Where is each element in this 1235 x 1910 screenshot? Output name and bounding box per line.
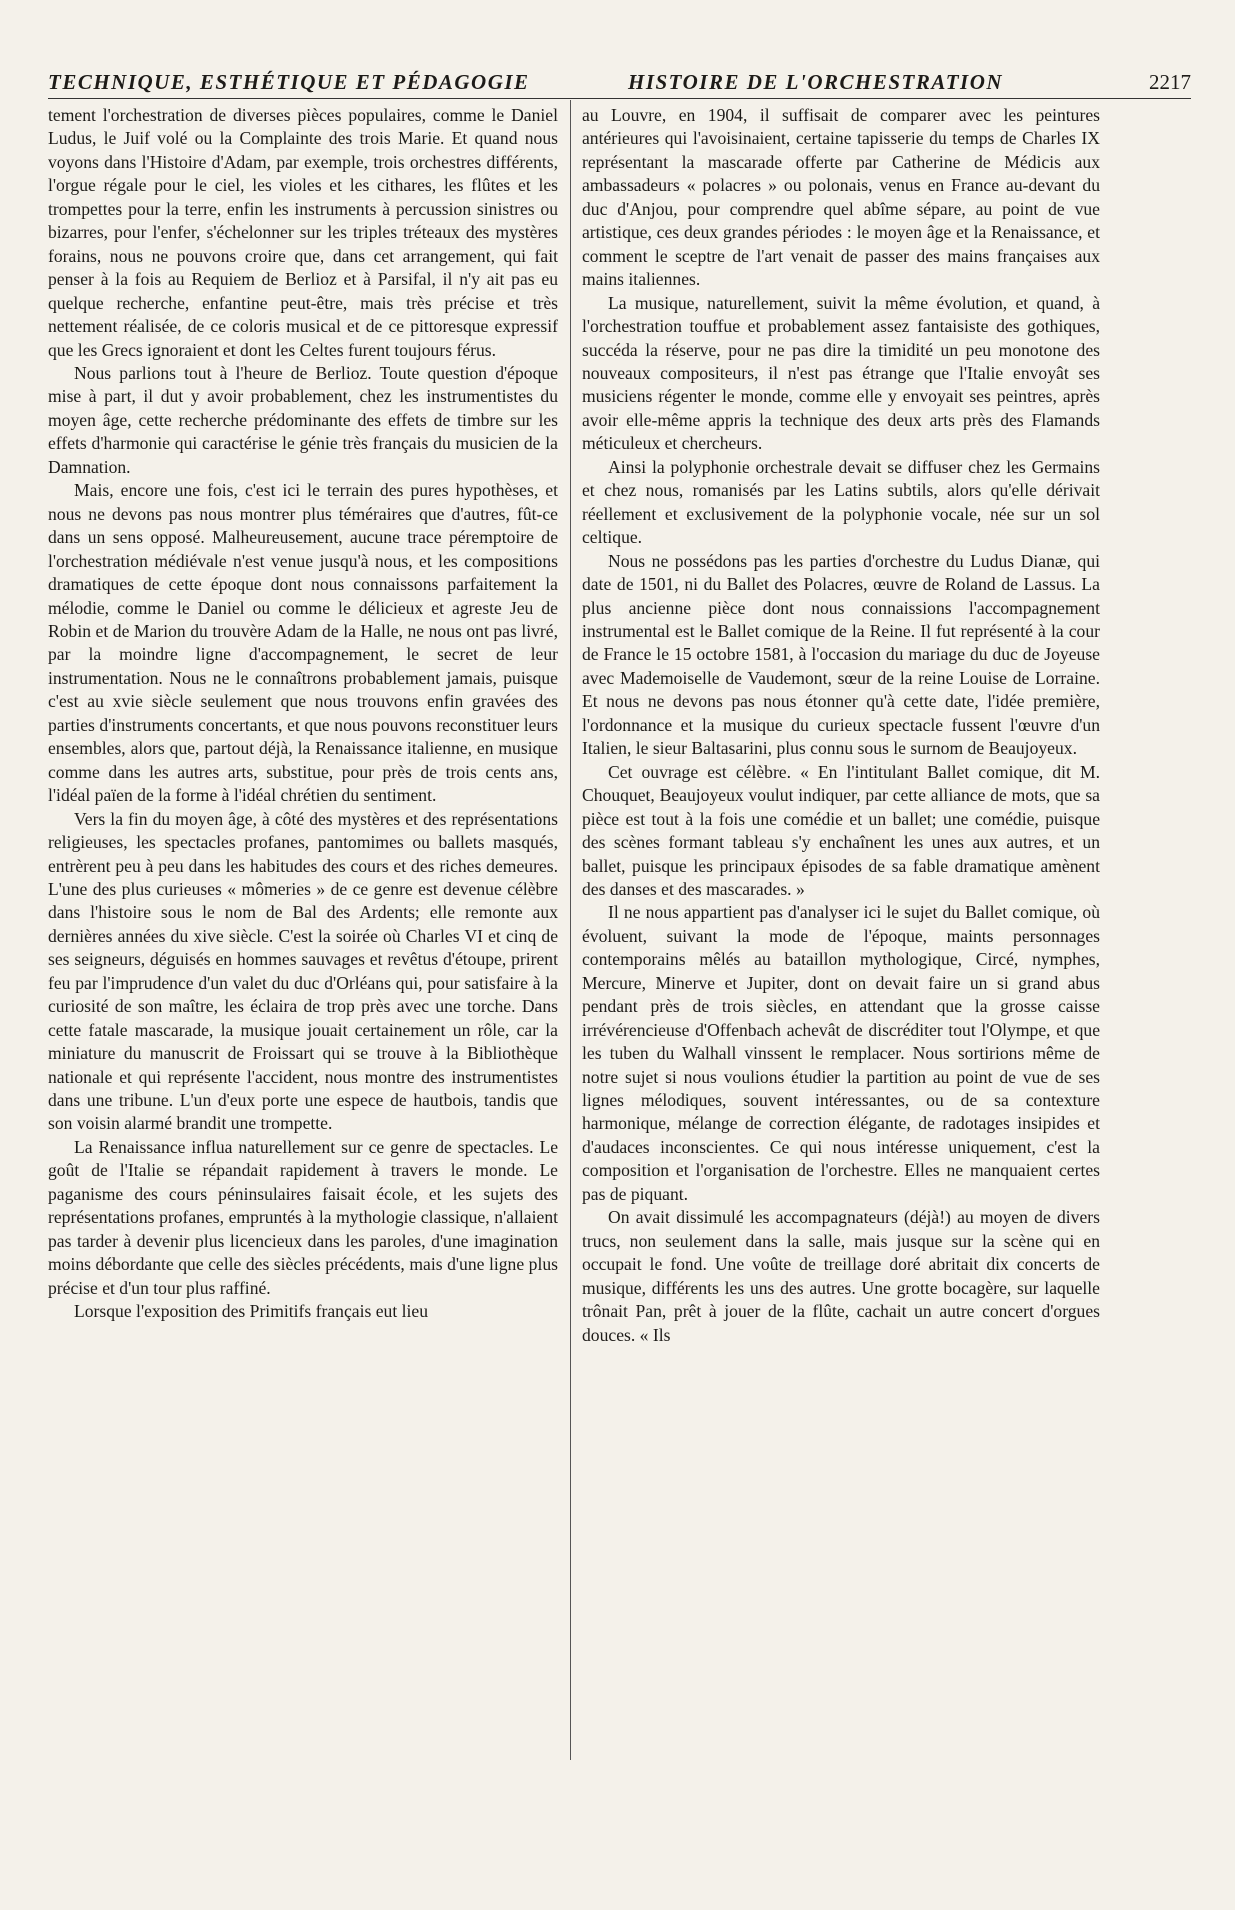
header-left-title: TECHNIQUE, ESTHÉTIQUE ET PÉDAGOGIE	[48, 70, 530, 94]
paragraph: Lorsque l'exposition des Primitifs français eut lieu	[74, 1301, 428, 1322]
paragraph: Cet ouvrage est célèbre. « En l'intitulant Ballet comique, dit M. Chouquet, Beaujoyeux voulut indiquer, par cette alliance de mots, que sa pièce est tout à la fois une comédie et un ballet; une comédie, puisque des scènes formant tableau s'y enchaînent les unes aux autres, et un ballet, puisque les principaux épisodes de sa fable dramatique amènent des danses et des mascarades. »	[582, 761, 1100, 899]
paragraph: au Louvre, en 1904, il suffisait de comparer avec les peintures antérieures qui l'avoisinaient, certaine tapisserie du temps de Charles IX représentant la mascarade offerte par Catherine de Médicis aux ambassadeurs « polacres » ou polonais, venus en France au-devant du duc d'Anjou, pour comprendre quel abîme sépare, au point de vue artistique, ces deux grandes périodes : le moyen âge et la Renaissance, et comment le sceptre de l'art venait de passer des mains françaises aux mains italiennes.	[582, 105, 1100, 290]
paragraph: La musique, naturellement, suivit la même évolution, et quand, à l'orchestration touffue et probablement assez fantaisiste des gothiques, succéda la réserve, pour ne pas dire la timidité un peu monotone des nouveaux compositeurs, il n'est pas étrange que l'Italie envoyât ses musiciens régenter le monde, comme elle y envoyait ses peintres, après avoir elle-même appris la technique des deux arts près des Flamands méticuleux et chercheurs.	[582, 292, 1100, 454]
header-rule	[48, 98, 1191, 99]
paragraph: Ainsi la polyphonie orchestrale devait se diffuser chez les Germains et chez nous, romanisés par les Latins subtils, alors qu'elle dérivait réellement et exclusivement de la polyphonie vocale, née sur un sol celtique.	[582, 456, 1100, 548]
paragraph: Vers la fin du moyen âge, à côté des mystères et des représentations religieuses, les spectacles profanes, pantomimes ou ballets masqués, entrèrent peu à peu dans les habitudes des cours et des riches demeures. L'une des plus curieuses « mômeries » de ce genre est devenue célèbre dans l'histoire sous le nom de Bal des Ardents; elle remonte aux dernières années du xive siècle. C'est la soirée où Charles VI et cinq de ses seigneurs, déguisés en hommes sauvages et revêtus d'étoupe, prirent feu par l'imprudence d'un valet du duc d'Orléans qui, pour satisfaire à la curiosité de son maître, les éclaira de trop près avec une torche. Dans cette fatale mascarade, la musique jouait certainement un rôle, car la miniature du manuscrit de Froissart qui se trouve à la Bibliothèque nationale et qui représente l'accident, nous montre des instrumentistes dans une tribune. L'un d'eux porte une espece de hautbois, tandis que son voisin alarmé brandit une trompette.	[48, 808, 558, 1134]
page-number: 2217	[1149, 70, 1191, 94]
paragraph: Il ne nous appartient pas d'analyser ici le sujet du Ballet comique, où évoluent, suivant la mode de l'époque, maints personnages contemporains mêlés au bataillon mythologique, Circé, nymphes, Mercure, Minerve et Jupiter, dont on devait faire un si grand abus pendant près de trois siècles, en attendant que la grosse caisse irrévérencieuse d'Offenbach achevât de discréditer tout l'Olympe, et que les tuben du Walhall vinssent le remplacer. Nous sortirions même de notre sujet si nous voulions étudier la partition au point de vue de ses lignes mélodiques, souvent intéressantes, ou de sa contexture harmonique, mélange de correction élégante, de radotages insipides et d'audaces inconscientes. Ce qui nous intéresse uniquement, c'est la composition et l'organisation de l'orchestre. Elles ne manquaient certes pas de piquant.	[582, 902, 1100, 1204]
column-divider	[570, 100, 571, 1760]
paragraph: Mais, encore une fois, c'est ici le terrain des pures hypothèses, et nous ne devons pas nous montrer plus téméraires que d'autres, fût-ce dans un sens opposé. Malheureusement, aucune trace péremptoire de l'orchestration médiévale n'est venue jusqu'à nous, et les compositions dramatiques de cette époque dont nous connaissons parfaitement la mélodie, comme le Daniel ou comme le délicieux et agreste Jeu de Robin et de Marion du trouvère Adam de la Halle, ne nous ont pas livré, par la moindre ligne d'accompagnement, le secret de leur instrumentation. Nous ne le connaîtrons probablement jamais, puisque c'est au xvie siècle seulement que nous trouvons enfin gravées des parties d'instruments concertants, et que nous pouvons reconstituer leurs ensembles, alors que, partout déjà, la Renaissance italienne, en musique comme dans les autres arts, substitue, pour près de trois cents ans, l'idéal païen de la forme à l'idéal chrétien du sentiment.	[48, 480, 558, 806]
paragraph: Nous parlions tout à l'heure de Berlioz. Toute question d'époque mise à part, il dut y avoir probablement, chez les instrumentistes du moyen âge, cette recherche prédominante des effets de timbre sur les effets d'harmonie qui caractérise le génie très français du musicien de la Damnation.	[48, 362, 558, 477]
paragraph: La Renaissance influa naturellement sur ce genre de spectacles. Le goût de l'Italie se répandait rapidement à travers le monde. Le paganisme des cours péninsulaires faisait école, et les sujets des représentations profanes, empruntés à la mythologie classique, n'allaient pas tarder à devenir plus licencieux dans les paroles, d'une imagination moins débordante que celle des siècles précédents, mais d'une ligne plus précise et d'un tour plus raffiné.	[48, 1136, 558, 1298]
paragraph: tement l'orchestration de diverses pièces populaires, comme le Daniel Ludus, le Juif volé ou la Complainte des trois Marie. Et quand nous voyons dans l'Histoire d'Adam, par exemple, trois orchestres différents, l'orgue régale pour le ciel, les violes et les cithares, les flûtes et les trompettes pour la terre, enfin les instruments à percussion sinistres ou bizarres, pour l'enfer, s'échelonner sur les triples tréteaux des mystères forains, nous ne pouvons croire que, dans cet arrangement, qui fait penser à la fois au Requiem de Berlioz et à Parsifal, il n'y ait pas eu quelque recherche, enfantine peut-être, mais très précise et très nettement réalisée, de ce coloris musical et de ce pittoresque expressif que les Grecs ignoraient et dont les Celtes furent toujours férus.	[48, 105, 558, 360]
left-column	[48, 104, 558, 1324]
paragraph: On avait dissimulé les accompagnateurs (déjà!) au moyen de divers trucs, non seulement dans la salle, mais jusque sur la scène qui en occupait le fond. Une voûte de treillage doré abritait dix concerts de musique, différents les uns des autres. Une grotte bocagère, sur laquelle trônait Pan, prêt à jouer de la flûte, cachait un autre concert d'orgues douces. « Ils	[582, 1207, 1100, 1345]
paragraph: Nous ne possédons pas les parties d'orchestre du Ludus Dianæ, qui date de 1501, ni du Ballet des Polacres, œuvre de Roland de Lassus. La plus ancienne pièce dont nous connaissions l'accompagnement instrumental est le Ballet comique de la Reine. Il fut représenté à la cour de France le 15 octobre 1581, à l'occasion du mariage du duc de Joyeuse avec Mademoiselle de Vaudemont, sœur de la reine Louise de Lorraine. Et nous ne devons pas nous étonner qu'à cette date, l'idée première, l'ordonnance et la musique du curieux spectacle fussent l'œuvre d'un Italien, le sieur Baltasarini, plus connu sous le surnom de Beaujoyeux.	[582, 550, 1100, 759]
right-column	[582, 104, 1100, 1347]
header-right-title: HISTOIRE DE L'ORCHESTRATION	[628, 70, 1004, 94]
